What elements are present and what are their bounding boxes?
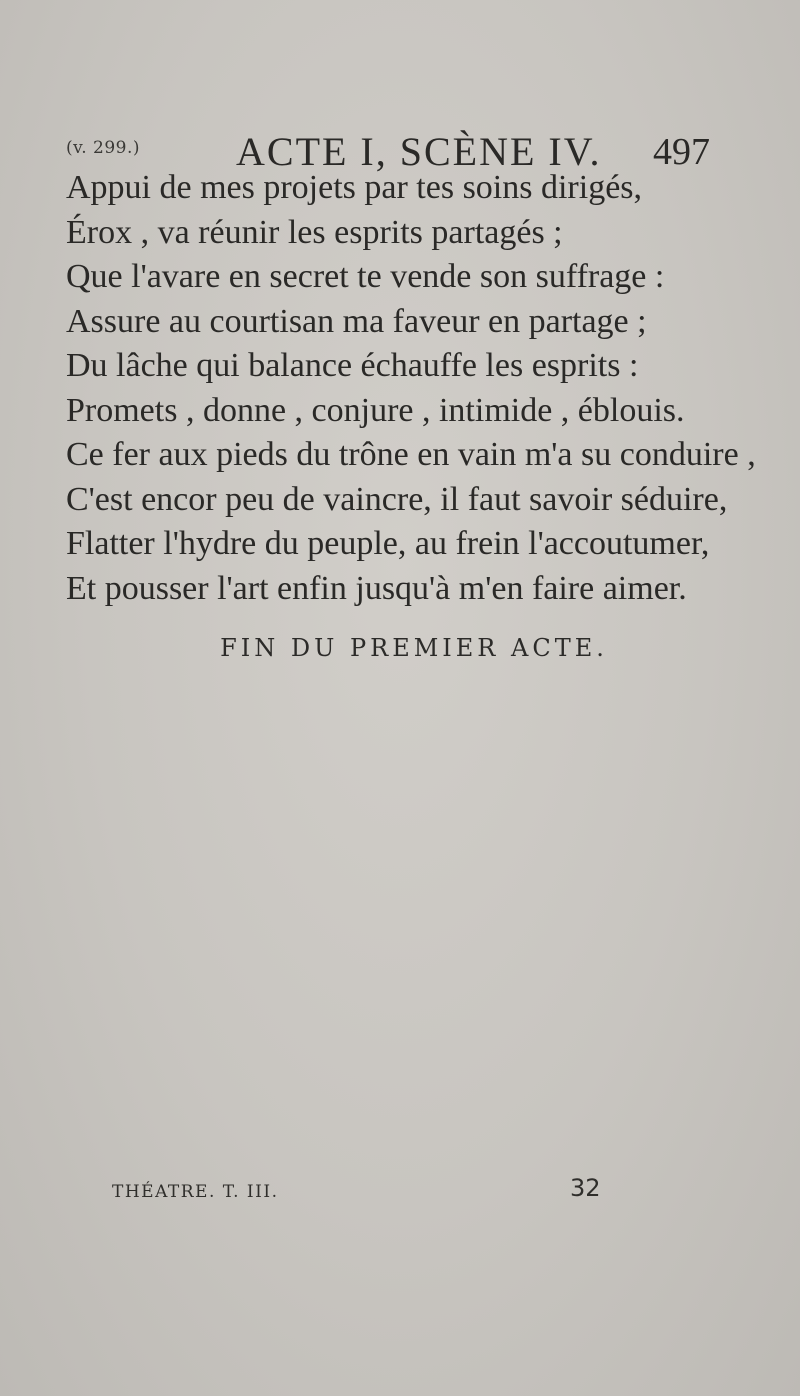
verse-line: Assure au courtisan ma faveur en partage ;	[66, 302, 647, 340]
verse-line: Érox , va réunir les esprits partagés ;	[66, 213, 563, 251]
act-end-heading: FIN DU PREMIER ACTE.	[220, 634, 608, 662]
verse-line: Ce fer aux pieds du trône en vain m'a su conduire ,	[66, 436, 756, 473]
verse-line: Et pousser l'art enfin jusqu'à m'en faire aimer.	[66, 569, 687, 607]
verse-line: Du lâche qui balance échauffe les esprits :	[66, 347, 639, 384]
footer-sheet-number: 32	[570, 1174, 601, 1202]
act-scene-title: ACTE I, SCÈNE IV.	[236, 129, 602, 174]
footer-signature: THÉATRE. T. III.	[112, 1182, 279, 1202]
verse-line: Appui de mes projets par tes soins dirigés,	[66, 169, 643, 206]
page-number: 497	[653, 131, 710, 173]
verse-reference: (v. 299.)	[66, 138, 141, 158]
verse-line: Que l'avare en secret te vende son suffrage :	[66, 258, 665, 295]
verse-line: Promets , donne , conjure , intimide , éblouis.	[66, 391, 685, 429]
verse-line: C'est encor peu de vaincre, il faut savoir séduire,	[66, 480, 728, 518]
verse-block	[66, 166, 756, 611]
verse-line: Flatter l'hydre du peuple, au frein l'accoutumer,	[66, 525, 710, 562]
